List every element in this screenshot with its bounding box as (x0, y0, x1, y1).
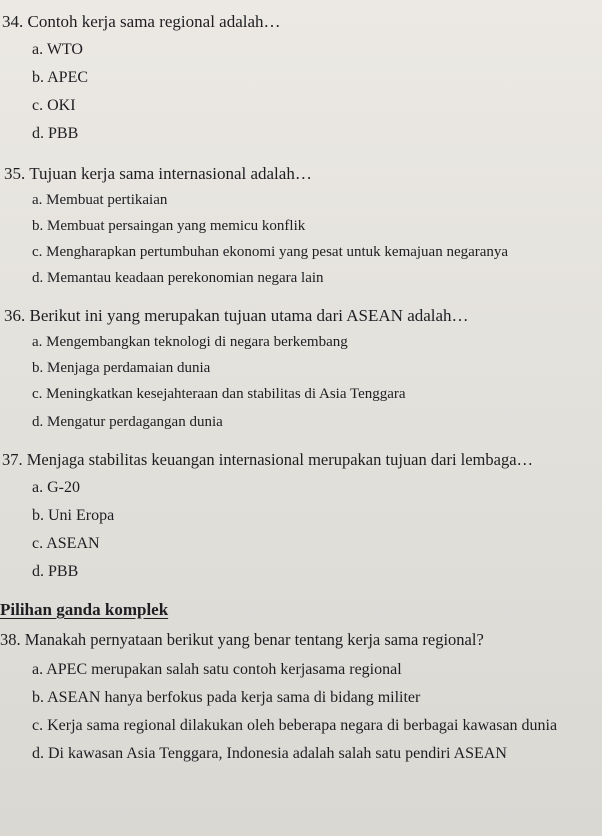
question-text: Contoh kerja sama regional adalah… (27, 12, 281, 31)
question-36 (4, 306, 469, 326)
question-37 (2, 450, 533, 470)
question-38 (0, 630, 484, 650)
option-37-a: a. G-20 (32, 479, 80, 496)
option-38-d: d. Di kawasan Asia Tenggara, Indonesia adalah salah satu pendiri ASEAN (32, 745, 507, 762)
question-number: 35. (4, 164, 26, 183)
option-37-b: b. Uni Eropa (32, 507, 115, 524)
option-37-d: d. PBB (32, 563, 79, 580)
option-38-b: b. ASEAN hanya berfokus pada kerja sama di bidang militer (32, 689, 421, 706)
option-36-d: d. Mengatur perdagangan dunia (32, 414, 223, 430)
option-34-a: a. WTO (32, 41, 83, 58)
question-text: Tujuan kerja sama internasional adalah… (29, 164, 312, 183)
question-number: 34. (2, 12, 24, 31)
option-38-a: a. APEC merupakan salah satu contoh kerjasama regional (32, 661, 402, 678)
question-35 (4, 164, 312, 184)
question-number: 38. (0, 630, 21, 649)
option-36-c: c. Meningkatkan kesejahteraan dan stabilitas di Asia Tenggara (32, 386, 406, 402)
option-34-c: c. OKI (32, 97, 76, 114)
question-number: 37. (2, 450, 23, 469)
question-text: Berikut ini yang merupakan tujuan utama dari ASEAN adalah… (29, 306, 469, 325)
option-36-b: b. Menjaga perdamaian dunia (32, 360, 211, 376)
question-number: 36. (4, 306, 26, 325)
option-35-d: d. Memantau keadaan perekonomian negara lain (32, 270, 324, 286)
question-text: Menjaga stabilitas keuangan internasional merupakan tujuan dari lembaga… (26, 450, 534, 469)
option-34-d: d. PBB (32, 125, 79, 142)
option-37-c: c. ASEAN (32, 535, 100, 552)
option-35-a: a. Membuat pertikaian (32, 192, 168, 208)
question-34 (2, 12, 281, 32)
option-36-a: a. Mengembangkan teknologi di negara berkembang (32, 334, 348, 350)
option-34-b: b. APEC (32, 69, 89, 86)
option-35-c: c. Mengharapkan pertumbuhan ekonomi yang pesat untuk kemajuan negaranya (32, 244, 509, 260)
question-text: Manakah pernyataan berikut yang benar tentang kerja sama regional? (24, 630, 484, 649)
section-title: Pilihan ganda komplek (0, 600, 169, 619)
option-35-b: b. Membuat persaingan yang memicu konflik (32, 218, 306, 234)
option-38-c: c. Kerja sama regional dilakukan oleh beberapa negara di berbagai kawasan dunia (32, 717, 558, 734)
